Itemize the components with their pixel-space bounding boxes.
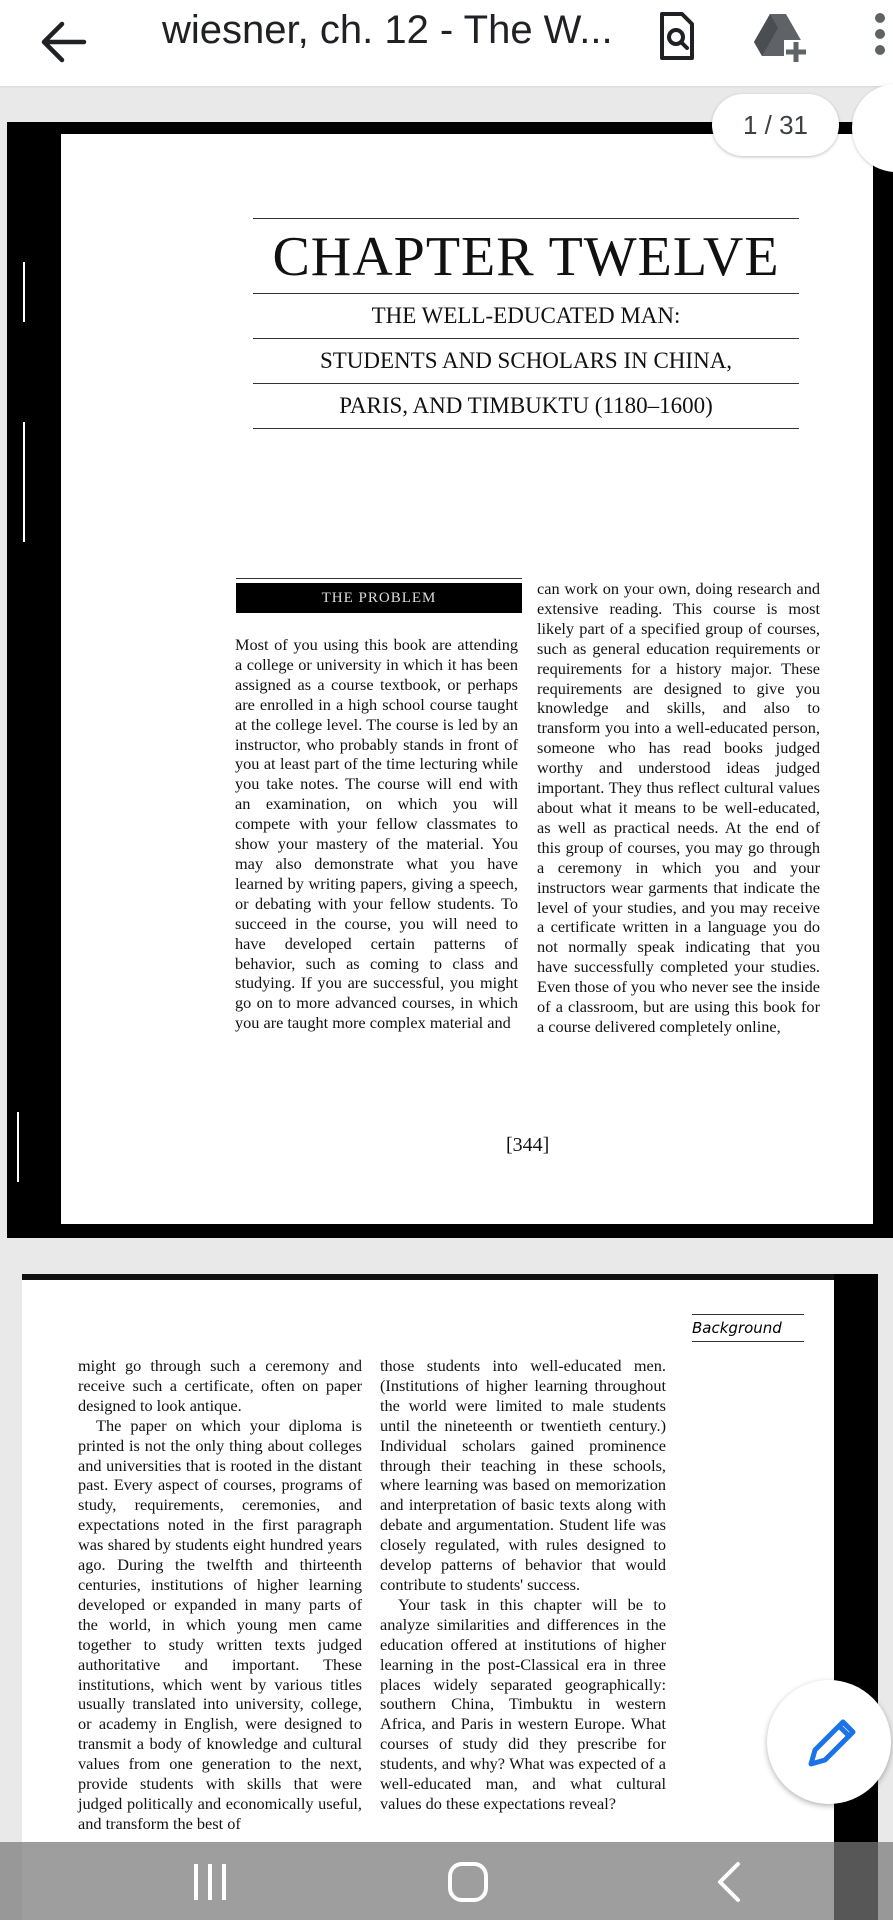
scan-artifact bbox=[23, 262, 25, 322]
recent-apps-icon[interactable] bbox=[190, 1860, 230, 1904]
scan-border bbox=[834, 1274, 878, 1920]
scan-artifact bbox=[17, 1112, 19, 1182]
paragraph: Most of you using this book are attending a college or university in which it has been assigned as a course textbook, or perhaps are enrolled in a high school course taught at the college level. The course is led by an instructor, who probably stands in front of you at least part of the time lecturing while you take notes. The course will end with an examination, on which you will compete with your fellow classmates to show your mastery of the material. You may also demonstrate what you have learned by writing papers, giving a speech, or debating with your fellow students. To succeed in the course, you will need to have developed certain patterns of behavior, such as coming to class and studying. If you are successful, you might go on to more advanced courses, in which you are taught more complex material and bbox=[235, 635, 518, 1033]
body-column-right bbox=[380, 1356, 666, 1814]
chapter-title: CHAPTER TWELVE bbox=[272, 226, 780, 288]
paragraph: Your task in this chapter will be to analyze similarities and differences in the education offered at institutions of higher learning in the post-Classical era in three places widely separated geographically: southern China, Timbuktu in western Africa, and Paris in western Europe. What courses of study did they prescribe for students, and why? What was expected of a well-educated man, and what cultural values do these expectations reveal? bbox=[380, 1594, 666, 1813]
search-document-icon[interactable] bbox=[648, 8, 704, 64]
subtitle-line-1: THE WELL-EDUCATED MAN: bbox=[371, 303, 681, 328]
more-vertical-icon[interactable] bbox=[866, 8, 893, 64]
section-heading bbox=[236, 578, 522, 613]
section-heading-label: THE PROBLEM bbox=[236, 583, 522, 613]
scan-border bbox=[22, 1274, 864, 1280]
page-indicator: 1 / 31 bbox=[712, 94, 839, 156]
home-icon[interactable] bbox=[446, 1860, 490, 1904]
scan-artifact bbox=[23, 422, 25, 542]
page-number: [344] bbox=[506, 1134, 550, 1156]
pdf-page-2[interactable] bbox=[22, 1274, 878, 1920]
document-title: wiesner, ch. 12 - The W... bbox=[162, 8, 613, 52]
add-to-drive-icon[interactable] bbox=[752, 8, 808, 64]
subtitle-line-2: STUDENTS AND SCHOLARS IN CHINA, bbox=[319, 348, 733, 373]
edit-pencil-icon bbox=[767, 1680, 891, 1804]
paragraph: those students into well-educated men. (Institutions of higher learning throughout the world were limited to male students until the nineteenth or twentieth century.) Individual scholars gained prominence through their teaching in these schools, where learning was based on memorization and interpretation of basic texts along with debate and argumentation. Student life was closely regulated, with rules designed to develop patterns of behavior that would contribute to students' success. bbox=[380, 1356, 666, 1594]
chapter-heading bbox=[253, 218, 799, 429]
system-nav-bar bbox=[0, 1842, 893, 1920]
paragraph: can work on your own, doing research and extensive reading. This course is most likely part of a specified group of courses, such as general education requirements or requirements for a history major. These requirements are designed to give you knowledge and skills, and also to transform you into a well-educated person, someone who has read books judged worthy and understood ideas judged important. They thus reflect cultural values about what it means to be well-educated, as well as practical needs. At the end of this group of courses, you may go through a ceremony in which you and your instructors wear garments that indicate the level of your studies, and you may receive a certificate written in a language you do not normally speak indicating that you have successfully completed your studies. Even those of you who never see the inside of a classroom, but are using this book for a course delivered completely online, bbox=[537, 579, 820, 1036]
app-bar bbox=[0, 0, 893, 86]
back-icon[interactable] bbox=[712, 1860, 746, 1904]
body-column-left bbox=[235, 635, 518, 1033]
paragraph: might go through such a ceremony and receive such a certificate, often on paper designed to look antique. bbox=[78, 1356, 362, 1415]
running-head: Background bbox=[692, 1314, 804, 1342]
body-column-right bbox=[537, 579, 820, 1037]
edit-button[interactable] bbox=[767, 1680, 891, 1804]
body-column-left bbox=[78, 1356, 362, 1834]
paragraph: The paper on which your diploma is printed is not the only thing about colleges and universities that is rooted in the distant past. Every aspect of courses, programs of study, requirements, ceremonies, and expectations noted in the first paragraph was shared by students eight hundred years ago. During the twelfth and thirteenth centuries, institutions of higher learning developed or expanded in many parts of the world, in which young men came together to study written texts judged authoritative and important. These institutions, which went by various titles usually translated into university, college, or academy in English, were designed to transmit a body of knowledge and cultural values from one generation to the next, provide students with skills that were judged politically and economically useful, and transform the best of bbox=[78, 1415, 362, 1833]
subtitle-line-3: PARIS, AND TIMBUKTU (1180–1600) bbox=[339, 393, 713, 418]
back-arrow-icon[interactable] bbox=[36, 18, 88, 66]
